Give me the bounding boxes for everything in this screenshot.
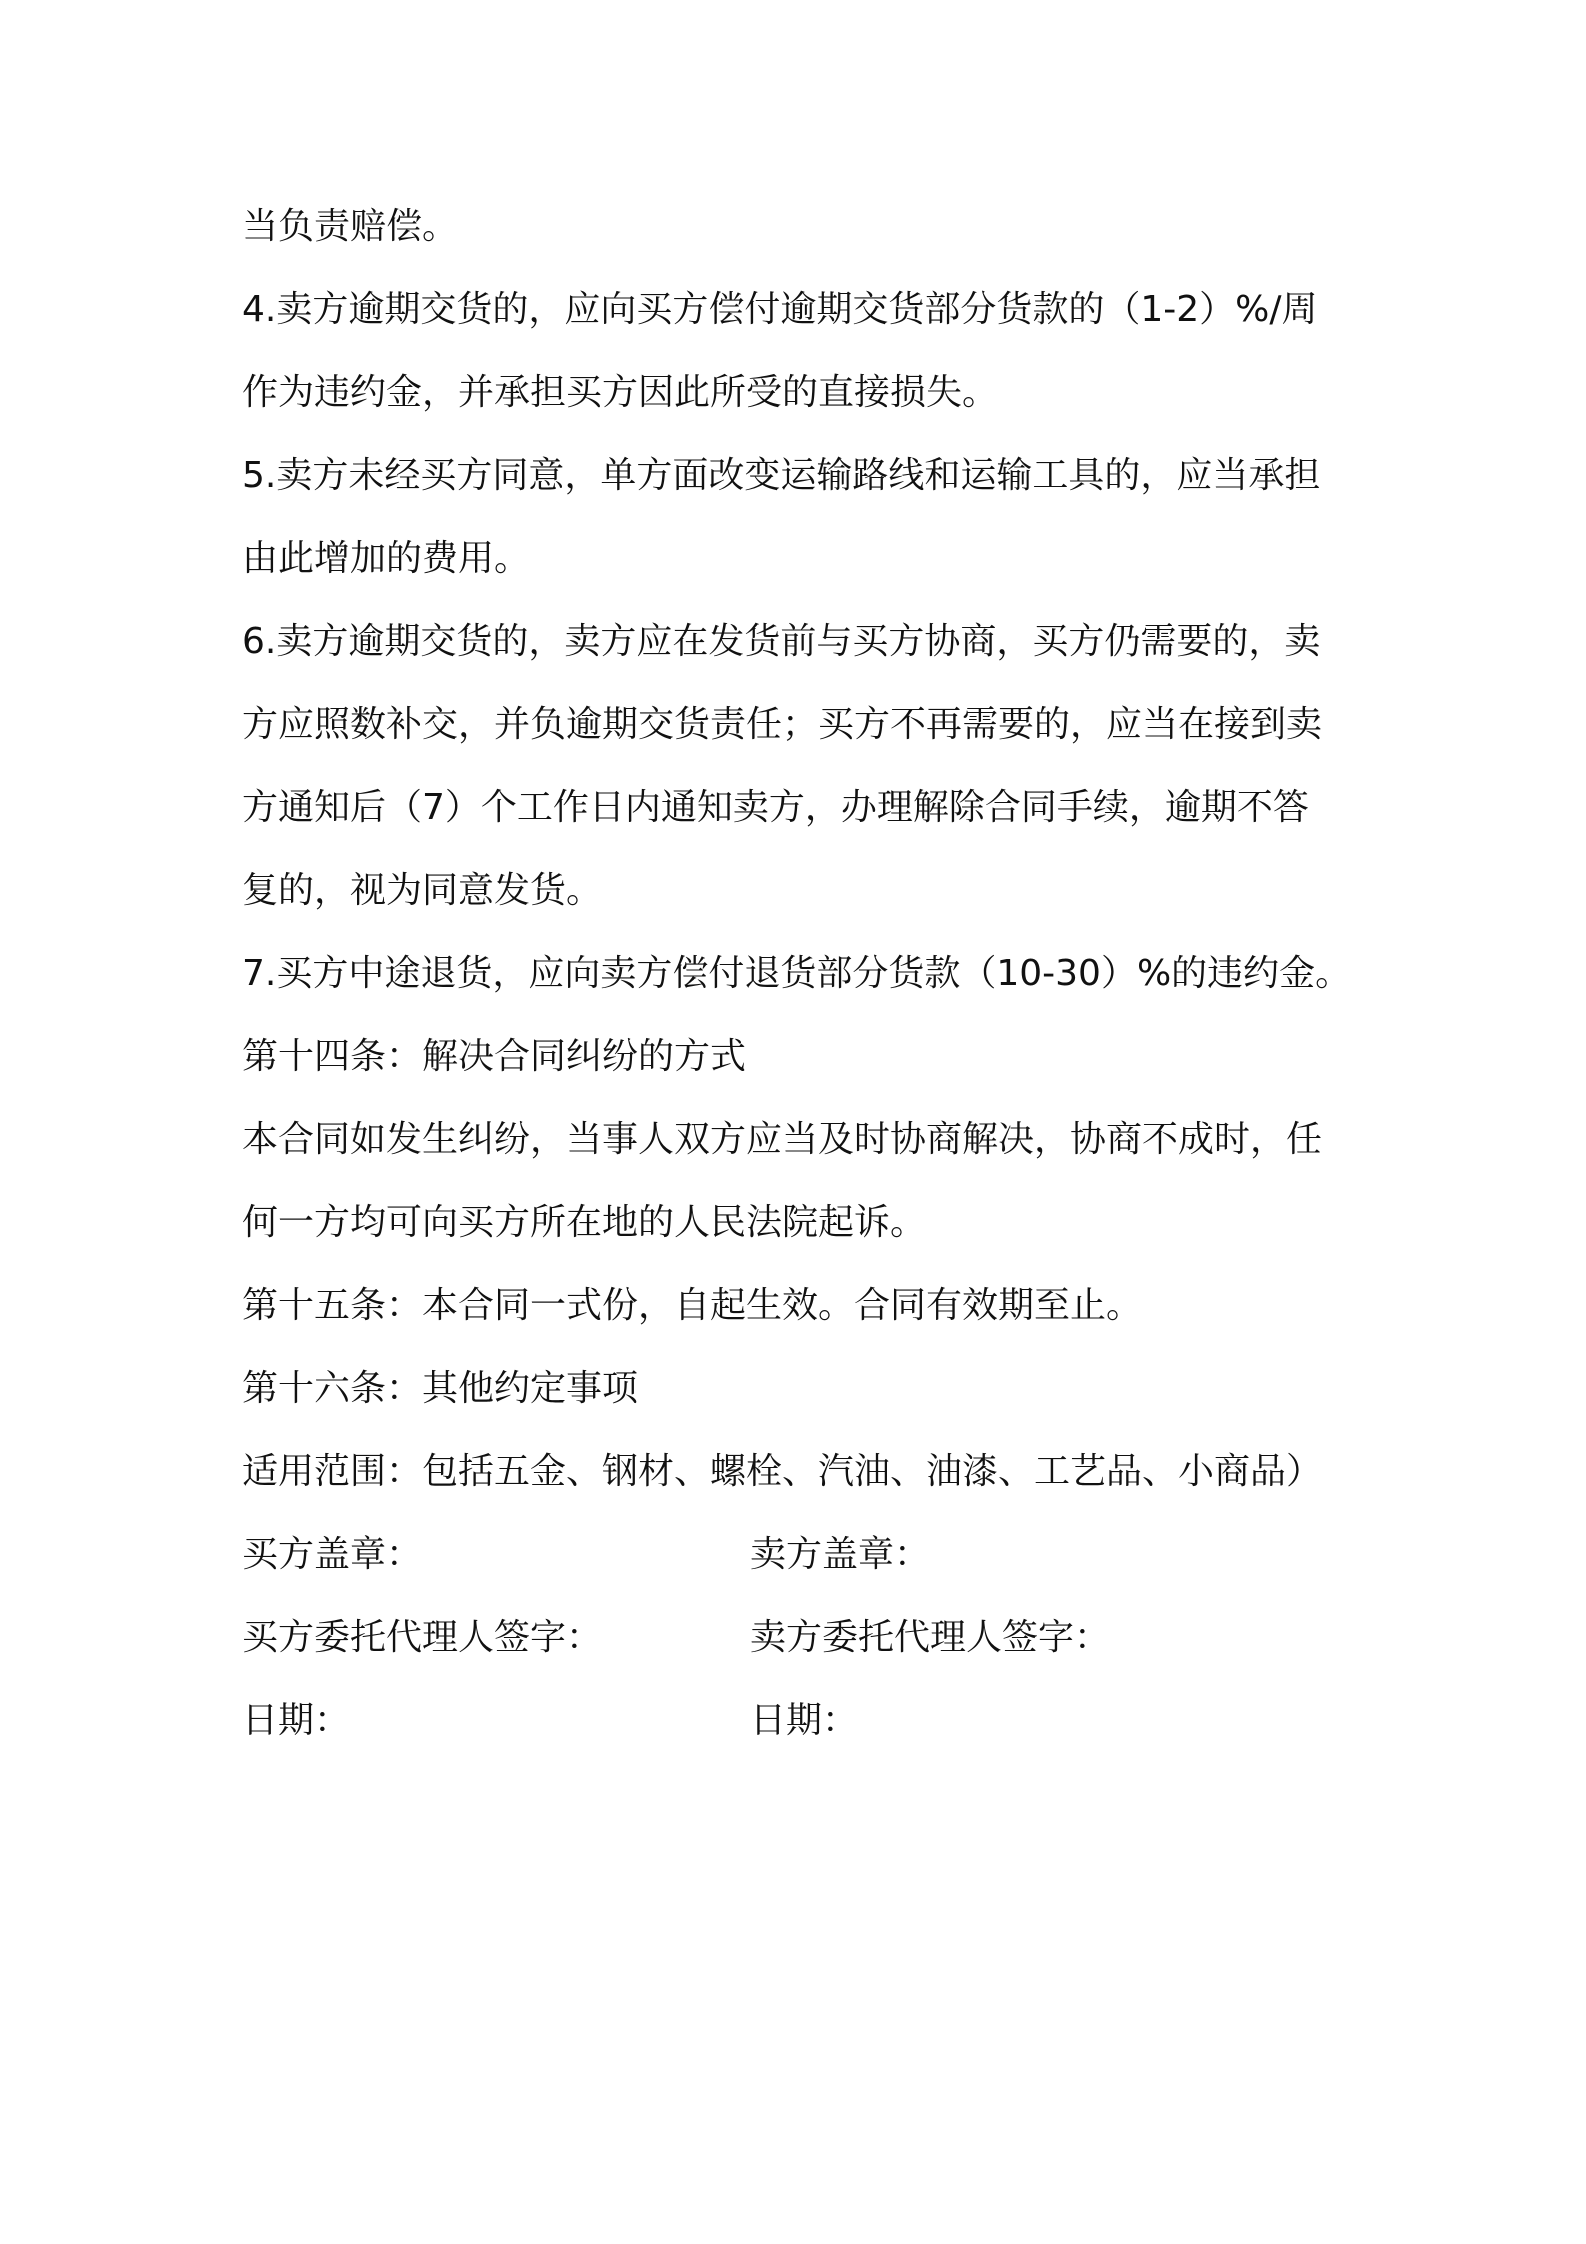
text-line: 7.买方中途退货，应向卖方偿付退货部分货款（10-30）%的违约金。	[242, 953, 1352, 994]
contract-body	[242, 185, 1392, 1762]
text-line: 本合同如发生纠纷，当事人双方应当及时协商解决，协商不成时，任	[242, 1119, 1323, 1160]
section-heading: 第十四条：解决合同纠纷的方式	[242, 1036, 747, 1077]
text-line: 方通知后（7）个工作日内通知卖方，办理解除合同手续，逾期不答	[242, 787, 1309, 828]
signature-row	[242, 1679, 1392, 1762]
text-line: 6.卖方逾期交货的，卖方应在发货前与买方协商，买方仍需要的，卖	[242, 621, 1321, 662]
text-line: 何一方均可向买方所在地的人民法院起诉。	[242, 1202, 927, 1243]
text-line: 复的，视为同意发货。	[242, 870, 603, 911]
buyer-date-label: 日期：	[242, 1700, 351, 1741]
text-line: 5.卖方未经买方同意，单方面改变运输路线和运输工具的，应当承担	[242, 455, 1321, 496]
text-line: 4.卖方逾期交货的，应向买方偿付逾期交货部分货款的（1-2）%/周	[242, 289, 1318, 330]
text-line: 作为违约金，并承担买方因此所受的直接损失。	[242, 372, 999, 413]
text-line: 由此增加的费用。	[242, 538, 531, 579]
section-heading: 第十六条：其他约定事项	[242, 1368, 639, 1409]
text-line: 方应照数补交，并负逾期交货责任；买方不再需要的，应当在接到卖	[242, 704, 1323, 745]
seller-date-label: 日期：	[750, 1700, 859, 1741]
buyer-seal-label: 买方盖章：	[242, 1534, 423, 1575]
buyer-agent-signature-label: 买方委托代理人签字：	[242, 1617, 603, 1658]
signature-row	[242, 1513, 1392, 1596]
signature-row	[242, 1596, 1392, 1679]
section-heading: 第十五条：本合同一式份，自起生效。合同有效期至止。	[242, 1285, 1143, 1326]
text-line: 适用范围：包括五金、钢材、螺栓、汽油、油漆、工艺品、小商品）	[242, 1451, 1323, 1492]
text-line: 当负责赔偿。	[242, 206, 459, 247]
seller-agent-signature-label: 卖方委托代理人签字：	[750, 1617, 1111, 1658]
seller-seal-label: 卖方盖章：	[750, 1534, 931, 1575]
